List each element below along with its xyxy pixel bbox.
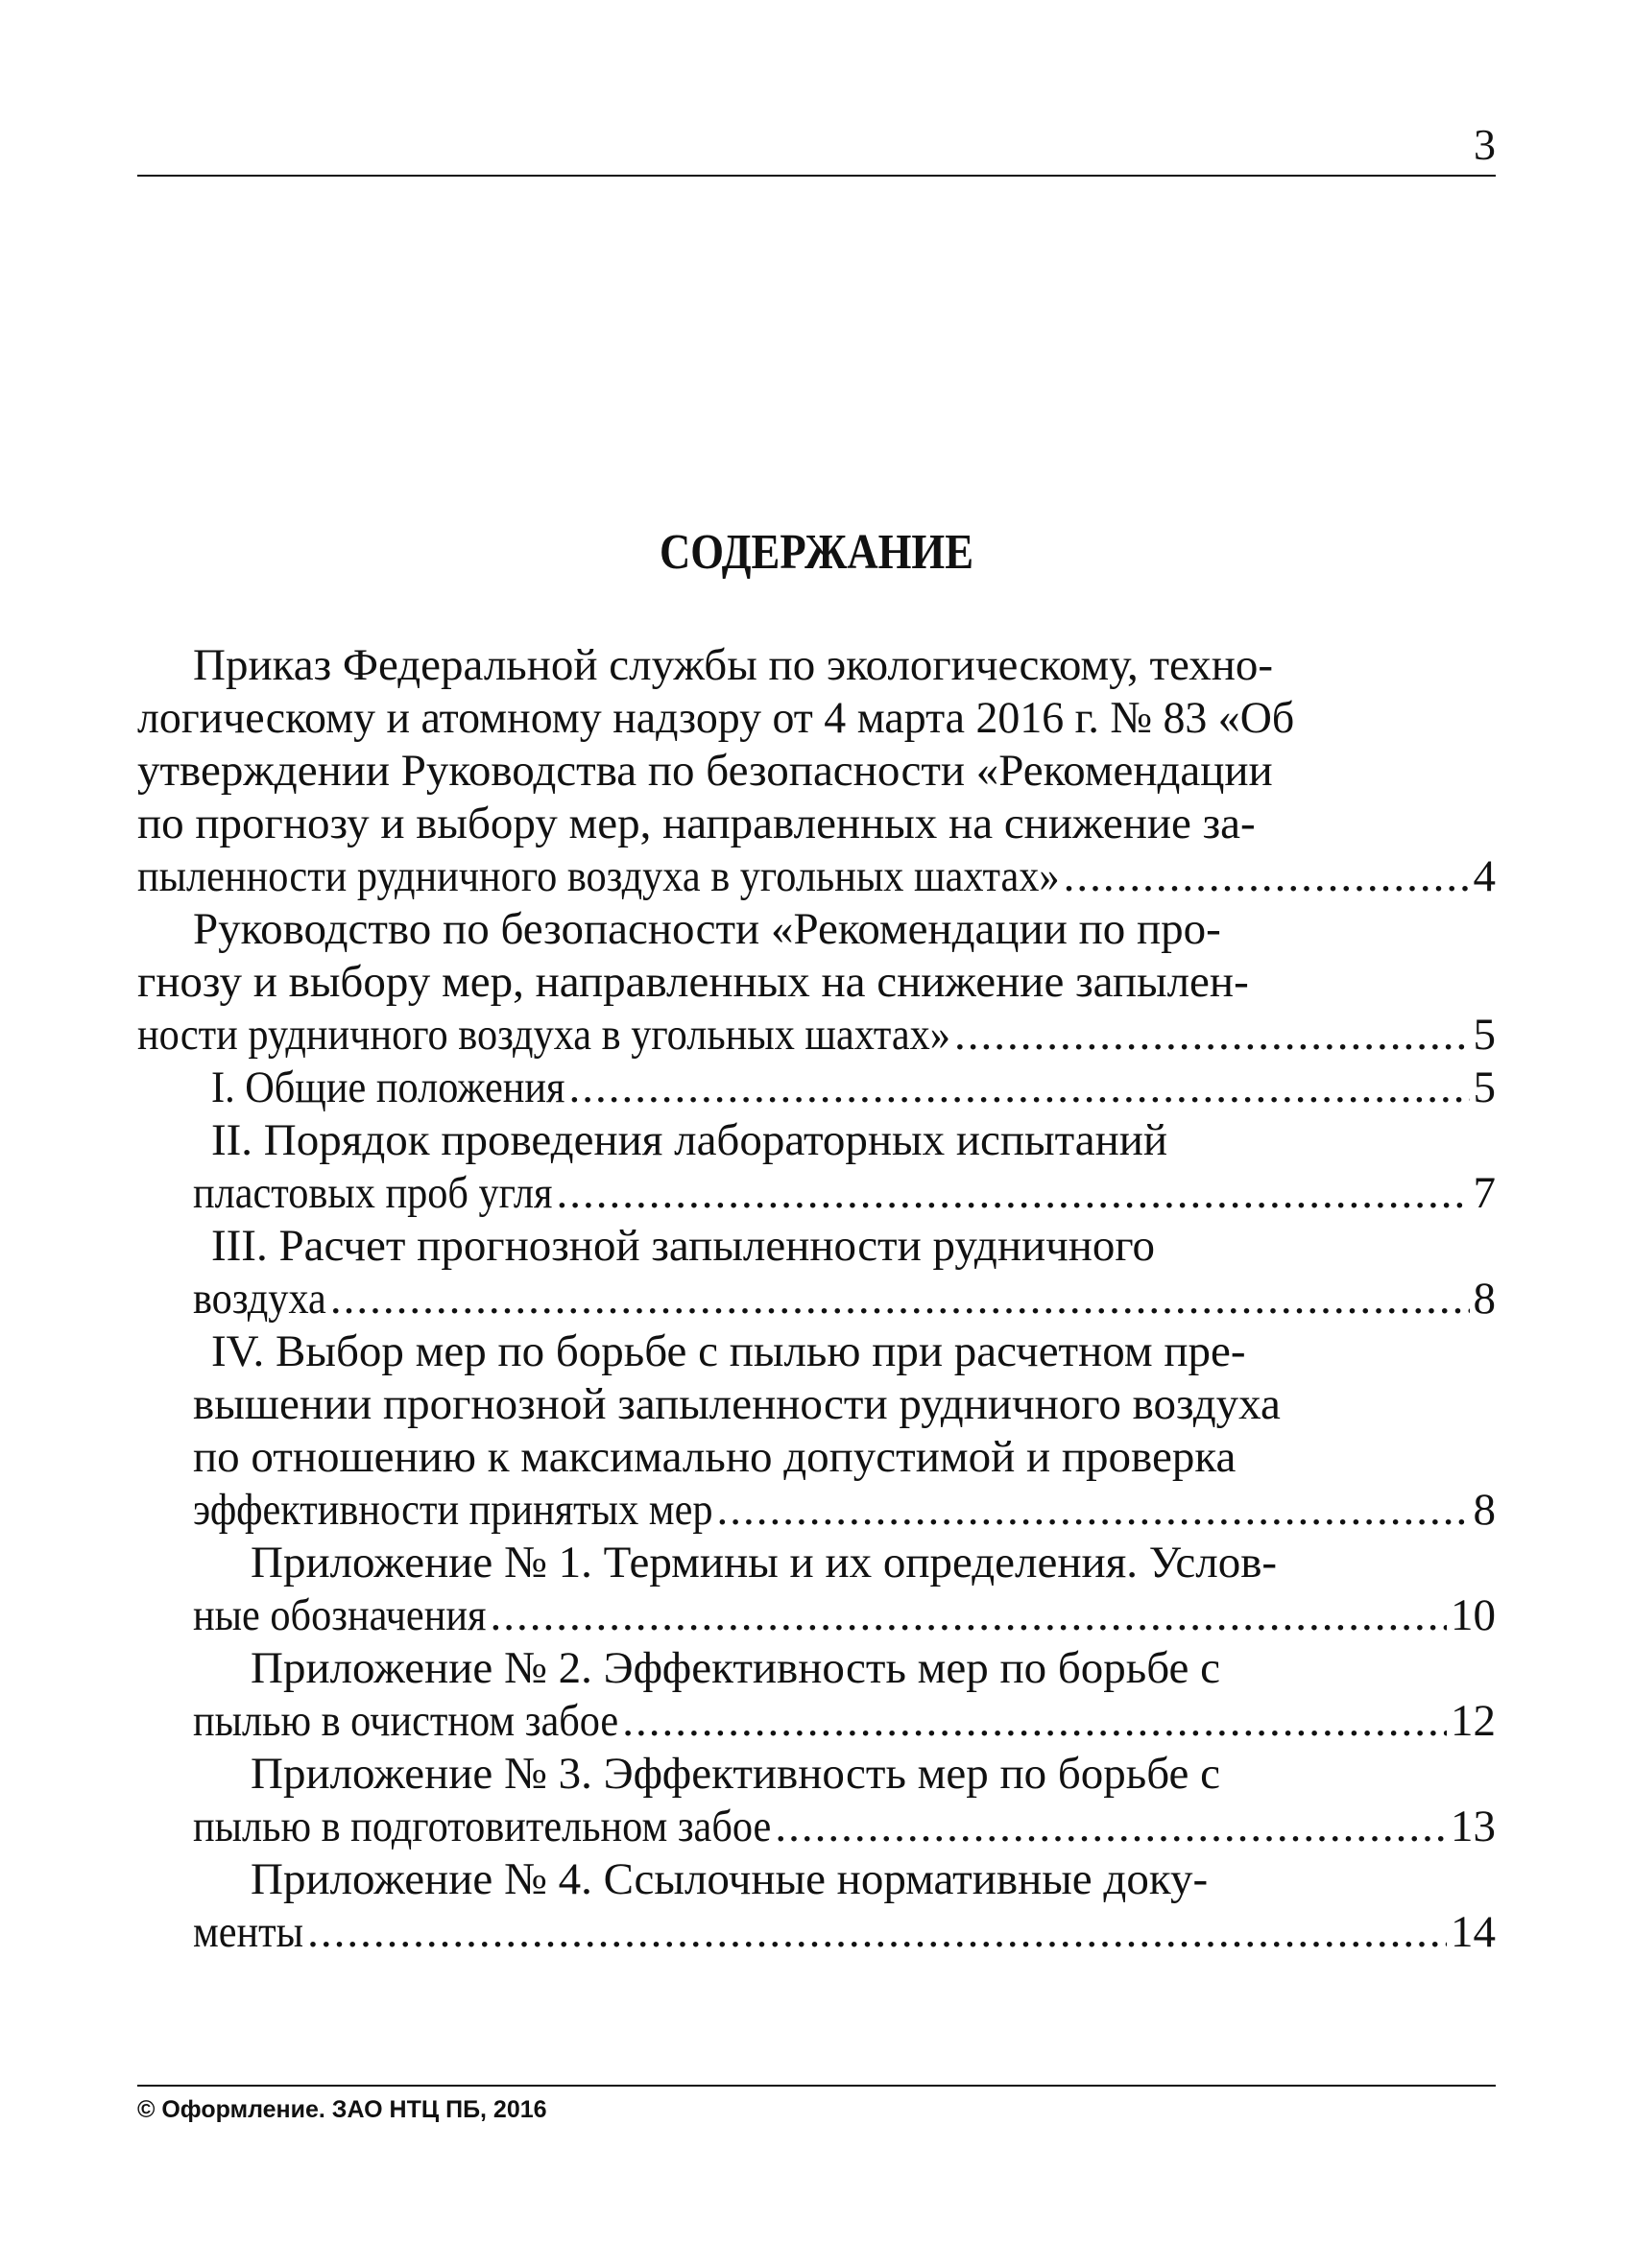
dot-leader [569, 1062, 1470, 1114]
toc-entry-text: Приложение № 1. Термины и их определения. Услов- [251, 1538, 1278, 1588]
toc-entry-appendix-4[interactable] [137, 1853, 1496, 1959]
toc-page-number: 5 [1473, 1010, 1496, 1060]
toc-entry-text: пыленности рудничного воздуха в угольных шахтах» [137, 851, 1060, 901]
header-rule [137, 175, 1496, 177]
toc-entry-order[interactable] [137, 639, 1496, 903]
dot-leader [307, 1906, 1447, 1959]
toc-entry-text: по отношению к максимально допустимой и проверка [193, 1432, 1237, 1482]
toc-entry-guide[interactable] [137, 903, 1496, 1062]
toc-entry-text: менты [193, 1907, 304, 1957]
toc-entry-text: Приложение № 3. Эффективность мер по борьбе с [251, 1749, 1220, 1799]
toc-entry-text: IV. Выбор мер по борьбе с пылью при расчетном пре- [211, 1326, 1246, 1376]
toc-entry-text: I. Общие положения [211, 1062, 565, 1112]
toc-entry-text: Приложение № 2. Эффективность мер по борьбе с [251, 1643, 1220, 1693]
toc-entry-text: по прогнозу и выбору мер, направленных на снижение за- [137, 799, 1256, 848]
toc-entry-text: вышении прогнозной запыленности рудничного воздуха [193, 1379, 1281, 1429]
dot-leader [330, 1273, 1470, 1325]
toc-entry-text: пластовых проб угля [193, 1168, 553, 1218]
dot-leader [1064, 850, 1470, 903]
dot-leader [775, 1801, 1447, 1853]
toc-entry-text: Приказ Федеральной службы по экологическому, техно- [193, 640, 1274, 690]
toc-entry-text: Приложение № 4. Ссылочные нормативные доку- [251, 1854, 1209, 1904]
dot-leader [490, 1589, 1447, 1642]
toc-entry-section-4[interactable] [137, 1325, 1496, 1537]
toc-entry-text: утверждении Руководства по безопасности «Рекомендации [137, 746, 1273, 796]
toc-entry-text: пылью в подготовительном забое [193, 1802, 772, 1851]
page-title: СОДЕРЖАНИЕ [659, 525, 974, 580]
dot-leader [716, 1484, 1469, 1537]
toc-page-number: 12 [1451, 1696, 1496, 1746]
toc-entry-text: пылью в очистном забое [193, 1696, 619, 1746]
toc-page-number: 7 [1473, 1168, 1496, 1218]
toc-entry-text: ности рудничного воздуха в угольных шахтах» [137, 1010, 950, 1060]
toc-page-number: 10 [1451, 1590, 1496, 1640]
table-of-contents [137, 639, 1496, 1959]
toc-entry-text: эффективности принятых мер [193, 1485, 713, 1535]
toc-entry-text: логическому и атомному надзору от 4 марта 2016 г. № 83 «Об [137, 693, 1295, 743]
dot-leader [954, 1009, 1470, 1062]
toc-page-number: 5 [1473, 1062, 1496, 1112]
footer-rule [137, 2085, 1496, 2087]
toc-entry-appendix-3[interactable] [137, 1748, 1496, 1853]
toc-entry-text: ные обозначения [193, 1590, 487, 1640]
toc-page-number: 4 [1473, 851, 1496, 901]
toc-entry-section-2[interactable] [137, 1114, 1496, 1220]
toc-entry-section-3[interactable] [137, 1220, 1496, 1325]
toc-entry-text: воздуха [193, 1274, 326, 1324]
toc-entry-text: II. Порядок проведения лабораторных испытаний [211, 1115, 1168, 1165]
dot-leader [622, 1695, 1447, 1748]
toc-entry-section-1[interactable] [137, 1062, 1496, 1114]
toc-entry-text: гнозу и выбору мер, направленных на снижение запылен- [137, 957, 1249, 1007]
dot-leader [556, 1167, 1469, 1220]
toc-page-number: 13 [1451, 1802, 1496, 1851]
toc-entry-appendix-2[interactable] [137, 1642, 1496, 1748]
copyright-footer: © Оформление. ЗАО НТЦ ПБ, 2016 [137, 2096, 547, 2123]
toc-entry-text: III. Расчет прогнозной запыленности рудничного [211, 1221, 1156, 1271]
toc-page-number: 14 [1451, 1907, 1496, 1957]
toc-entry-appendix-1[interactable] [137, 1537, 1496, 1642]
toc-page-number: 8 [1473, 1274, 1496, 1324]
toc-entry-text: Руководство по безопасности «Рекомендации по про- [193, 904, 1221, 954]
toc-page-number: 8 [1473, 1485, 1496, 1535]
page-number: 3 [1474, 120, 1496, 169]
